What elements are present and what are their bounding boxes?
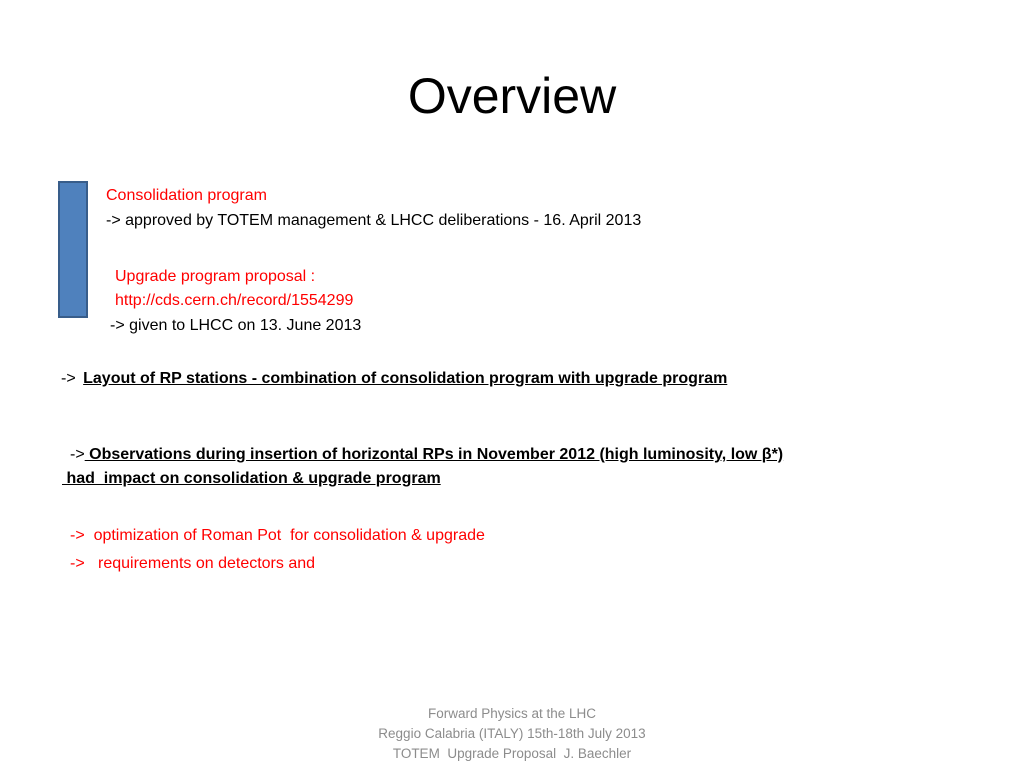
observations-line1: Observations during insertion of horizontal RPs in November 2012 (high luminosity, low β*) — [84, 446, 784, 463]
consolidation-approval-line: -> approved by TOTEM management & LHCC deliberations - 16. April 2013 — [106, 212, 642, 229]
requirements-item: -> requirements on detectors and — [70, 555, 316, 572]
slide-footer — [0, 704, 1024, 764]
observations-line2: had impact on consolidation & upgrade program — [62, 470, 441, 487]
footer-line-1: Forward Physics at the LHC — [427, 706, 597, 721]
layout-item — [61, 369, 727, 389]
upgrade-heading: Upgrade program proposal : — [115, 268, 316, 285]
upgrade-proposal-link[interactable]: http://cds.cern.ch/record/1554299 — [115, 292, 354, 309]
observations-item — [70, 445, 783, 465]
observations-line2-wrap — [62, 469, 441, 489]
upgrade-lhcc-line: -> given to LHCC on 13. June 2013 — [110, 317, 362, 334]
footer-line-3: TOTEM Upgrade Proposal J. Baechler — [392, 746, 632, 761]
layout-item-prefix: -> — [61, 370, 76, 387]
layout-item-text: Layout of RP stations - combination of consolidation program with upgrade program — [83, 370, 728, 387]
slide-title: Overview — [407, 68, 617, 124]
observations-prefix: -> — [70, 446, 85, 463]
blue-bracket-bar — [58, 181, 88, 318]
footer-line-2: Reggio Calabria (ITALY) 15th-18th July 2013 — [378, 726, 646, 741]
consolidation-heading: Consolidation program — [106, 187, 267, 204]
optimization-item: -> optimization of Roman Pot for consolidation & upgrade — [70, 527, 485, 544]
